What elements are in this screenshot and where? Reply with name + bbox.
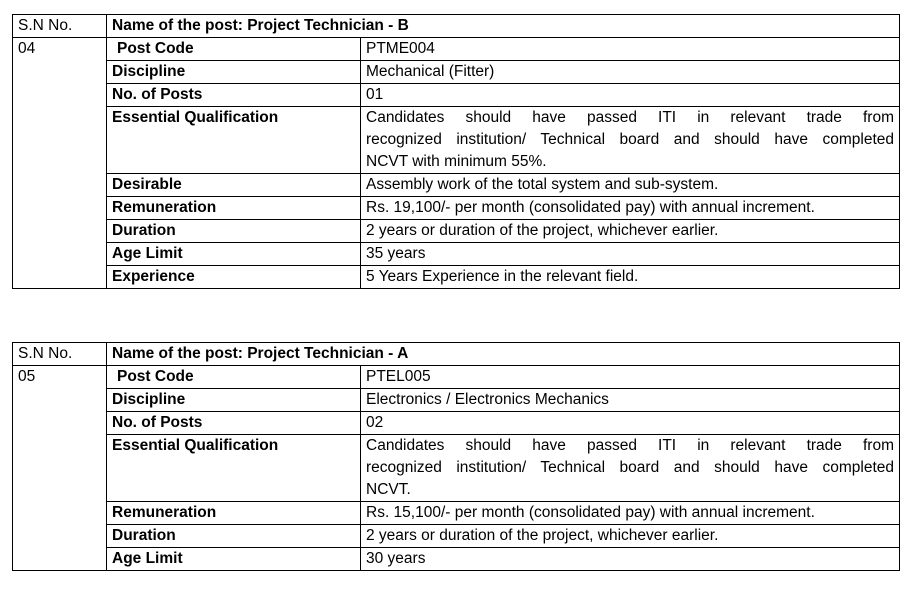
table-row xyxy=(13,266,900,289)
table-row xyxy=(13,220,900,243)
sn-header: S.N No. xyxy=(13,15,107,38)
row-label: Post Code xyxy=(107,38,361,61)
qualification-line: recognized institution/ Technical board and should have completed xyxy=(366,131,894,148)
row-value: 01 xyxy=(361,84,900,107)
row-value: Rs. 19,100/- per month (consolidated pay) with annual increment. xyxy=(361,197,900,220)
qualification-line: NCVT. xyxy=(366,481,411,498)
table-row xyxy=(13,197,900,220)
table-row xyxy=(13,412,900,435)
table-row xyxy=(13,366,900,389)
row-label: Post Code xyxy=(107,366,361,389)
qualification-line: Candidates should have passed ITI in relevant trade from xyxy=(366,109,894,126)
qualification-line: recognized institution/ Technical board and should have completed xyxy=(366,459,894,476)
row-label: Duration xyxy=(107,525,361,548)
qualification-line: Candidates should have passed ITI in relevant trade from xyxy=(366,437,894,454)
row-label: Age Limit xyxy=(107,243,361,266)
row-value: Assembly work of the total system and sub-system. xyxy=(361,174,900,197)
table-row xyxy=(13,84,900,107)
table-row xyxy=(13,243,900,266)
post-header-row xyxy=(13,343,900,366)
row-value: 02 xyxy=(361,412,900,435)
row-value: 35 years xyxy=(361,243,900,266)
row-label: Essential Qualification xyxy=(107,107,361,174)
post-table-05 xyxy=(12,342,900,571)
row-value: Mechanical (Fitter) xyxy=(361,61,900,84)
table-row xyxy=(13,174,900,197)
row-value xyxy=(361,435,900,502)
table-row xyxy=(13,38,900,61)
row-label: Duration xyxy=(107,220,361,243)
table-row xyxy=(13,61,900,84)
row-label: No. of Posts xyxy=(107,84,361,107)
row-label: Age Limit xyxy=(107,548,361,571)
row-value: PTEL005 xyxy=(361,366,900,389)
row-label: Remuneration xyxy=(107,197,361,220)
table-row xyxy=(13,548,900,571)
sn-value: 04 xyxy=(13,38,107,61)
row-value: PTME004 xyxy=(361,38,900,61)
post-header-row xyxy=(13,15,900,38)
sn-value: 05 xyxy=(13,366,107,389)
row-value: 5 Years Experience in the relevant field. xyxy=(361,266,900,289)
row-value xyxy=(361,107,900,174)
qualification-line: NCVT with minimum 55%. xyxy=(366,153,547,170)
row-value: Electronics / Electronics Mechanics xyxy=(361,389,900,412)
post-name: Name of the post: Project Technician - B xyxy=(107,15,900,38)
row-value: Rs. 15,100/- per month (consolidated pay) with annual increment. xyxy=(361,502,900,525)
row-value: 2 years or duration of the project, whichever earlier. xyxy=(361,525,900,548)
row-value: 2 years or duration of the project, whichever earlier. xyxy=(361,220,900,243)
row-label: Experience xyxy=(107,266,361,289)
table-row xyxy=(13,389,900,412)
post-table-04 xyxy=(12,14,900,289)
row-label: No. of Posts xyxy=(107,412,361,435)
sn-header: S.N No. xyxy=(13,343,107,366)
row-label: Desirable xyxy=(107,174,361,197)
row-label: Discipline xyxy=(107,389,361,412)
table-row xyxy=(13,502,900,525)
table-row xyxy=(13,435,900,502)
row-label: Essential Qualification xyxy=(107,435,361,502)
row-value: 30 years xyxy=(361,548,900,571)
table-row xyxy=(13,525,900,548)
row-label: Remuneration xyxy=(107,502,361,525)
table-row xyxy=(13,107,900,174)
row-label: Discipline xyxy=(107,61,361,84)
post-name: Name of the post: Project Technician - A xyxy=(107,343,900,366)
